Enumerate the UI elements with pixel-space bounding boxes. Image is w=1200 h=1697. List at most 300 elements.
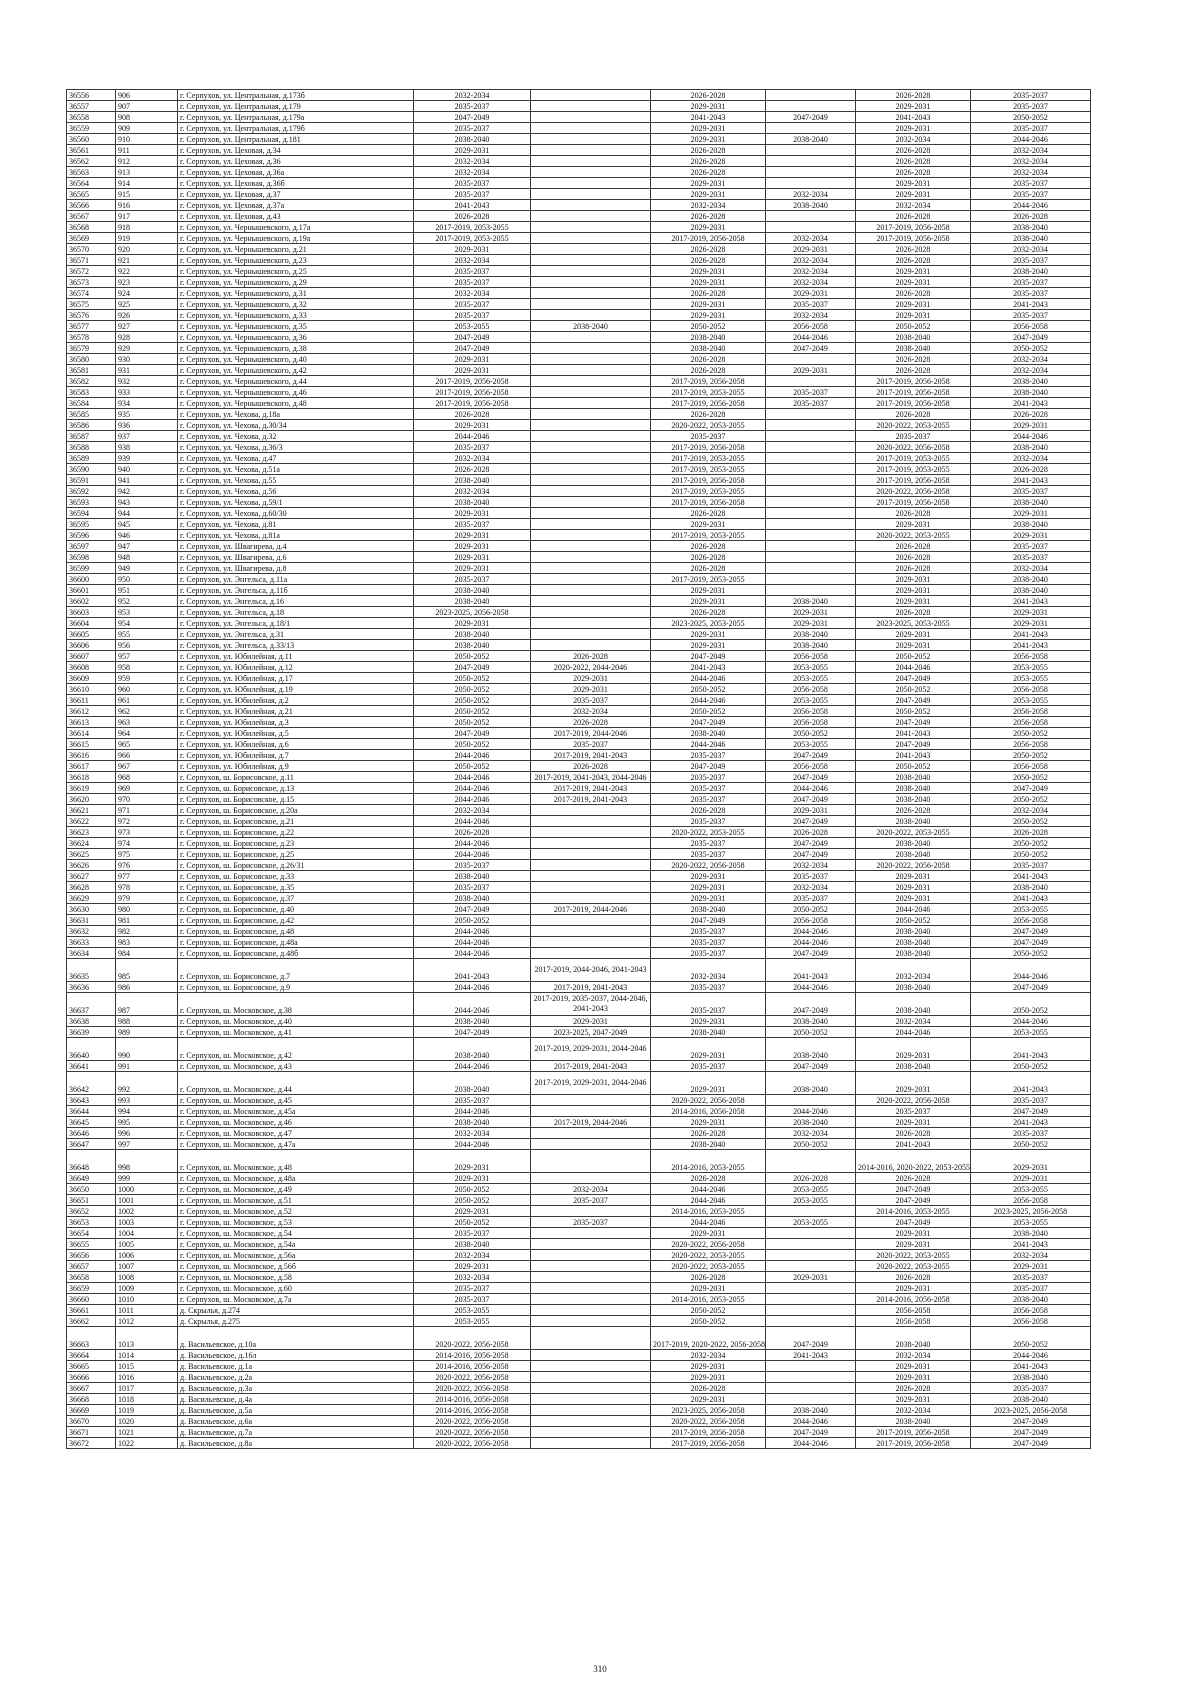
row-number-cell: 912 bbox=[116, 156, 178, 167]
row-number-cell: 953 bbox=[116, 607, 178, 618]
period-4-cell bbox=[766, 442, 856, 453]
period-1-cell: 2044-2046 bbox=[414, 1106, 531, 1117]
row-number-cell: 991 bbox=[116, 1061, 178, 1072]
period-6-cell: 2038-2040 bbox=[971, 497, 1091, 508]
period-5-cell: 2020-2022, 2053-2055 bbox=[856, 420, 971, 431]
period-5-cell: 2032-2034 bbox=[856, 134, 971, 145]
table-row bbox=[67, 464, 1091, 475]
period-5-cell: 2029-2031 bbox=[856, 640, 971, 651]
period-1-cell: 2050-2052 bbox=[414, 651, 531, 662]
period-2-cell bbox=[531, 90, 651, 101]
period-5-cell: 2038-2040 bbox=[856, 772, 971, 783]
period-1-cell: 2029-2031 bbox=[414, 145, 531, 156]
row-id-cell: 36612 bbox=[67, 706, 116, 717]
period-2-cell bbox=[531, 607, 651, 618]
period-3-cell: 2050-2052 bbox=[651, 684, 766, 695]
period-5-cell: 2029-2031 bbox=[856, 101, 971, 112]
period-4-cell bbox=[766, 1228, 856, 1239]
period-2-cell: 2017-2019, 2041-2043 bbox=[531, 750, 651, 761]
period-5-cell: 2026-2028 bbox=[856, 508, 971, 519]
table-row bbox=[67, 222, 1091, 233]
period-3-cell: 2026-2028 bbox=[651, 145, 766, 156]
period-3-cell: 2029-2031 bbox=[651, 1361, 766, 1372]
period-2-cell: 2017-2019, 2041-2043, 2044-2046 bbox=[531, 772, 651, 783]
period-4-cell bbox=[766, 1316, 856, 1327]
row-id-cell: 36611 bbox=[67, 695, 116, 706]
period-6-cell: 2053-2055 bbox=[971, 695, 1091, 706]
row-number-cell: 955 bbox=[116, 629, 178, 640]
period-6-cell: 2026-2028 bbox=[971, 211, 1091, 222]
period-4-cell: 2047-2049 bbox=[766, 948, 856, 959]
row-id-cell: 36570 bbox=[67, 244, 116, 255]
period-4-cell bbox=[766, 453, 856, 464]
row-number-cell: 909 bbox=[116, 123, 178, 134]
period-6-cell: 2032-2034 bbox=[971, 1250, 1091, 1261]
period-2-cell bbox=[531, 167, 651, 178]
period-1-cell: 2020-2022, 2056-2058 bbox=[414, 1383, 531, 1394]
period-3-cell: 2017-2019, 2053-2055 bbox=[651, 486, 766, 497]
row-number-cell: 956 bbox=[116, 640, 178, 651]
address-cell: г. Серпухов, ш. Московское, д.45 bbox=[178, 1095, 414, 1106]
period-1-cell: 2029-2031 bbox=[414, 618, 531, 629]
period-2-cell: 2026-2028 bbox=[531, 651, 651, 662]
period-4-cell bbox=[766, 420, 856, 431]
address-cell: г. Серпухов, ш. Борисовское, д.20а bbox=[178, 805, 414, 816]
table-row bbox=[67, 948, 1091, 959]
period-1-cell: 2023-2025, 2056-2058 bbox=[414, 607, 531, 618]
table-row bbox=[67, 398, 1091, 409]
period-3-cell: 2035-2037 bbox=[651, 750, 766, 761]
period-3-cell: 2050-2052 bbox=[651, 1316, 766, 1327]
table-row bbox=[67, 112, 1091, 123]
table-row bbox=[67, 1117, 1091, 1128]
period-6-cell: 2038-2040 bbox=[971, 882, 1091, 893]
period-6-cell: 2050-2052 bbox=[971, 838, 1091, 849]
period-3-cell: 2029-2031 bbox=[651, 1372, 766, 1383]
table-row bbox=[67, 1405, 1091, 1416]
table-row bbox=[67, 442, 1091, 453]
period-4-cell: 2038-2040 bbox=[766, 1117, 856, 1128]
period-6-cell: 2032-2034 bbox=[971, 244, 1091, 255]
period-1-cell: 2017-2019, 2056-2058 bbox=[414, 387, 531, 398]
row-id-cell: 36614 bbox=[67, 728, 116, 739]
row-number-cell: 968 bbox=[116, 772, 178, 783]
period-5-cell: 2026-2028 bbox=[856, 365, 971, 376]
period-1-cell: 2035-2037 bbox=[414, 882, 531, 893]
period-6-cell: 2029-2031 bbox=[971, 607, 1091, 618]
table-row bbox=[67, 937, 1091, 948]
period-3-cell: 2017-2019, 2056-2058 bbox=[651, 497, 766, 508]
row-number-cell: 984 bbox=[116, 948, 178, 959]
period-4-cell: 2050-2052 bbox=[766, 1027, 856, 1038]
period-2-cell bbox=[531, 387, 651, 398]
period-6-cell: 2044-2046 bbox=[971, 1016, 1091, 1027]
row-id-cell: 36616 bbox=[67, 750, 116, 761]
row-id-cell: 36620 bbox=[67, 794, 116, 805]
row-id-cell: 36596 bbox=[67, 530, 116, 541]
period-5-cell: 2026-2028 bbox=[856, 145, 971, 156]
period-6-cell: 2050-2052 bbox=[971, 816, 1091, 827]
period-5-cell: 2029-2031 bbox=[856, 178, 971, 189]
period-2-cell bbox=[531, 365, 651, 376]
row-number-cell: 985 bbox=[116, 959, 178, 982]
row-id-cell: 36672 bbox=[67, 1438, 116, 1449]
period-3-cell: 2047-2049 bbox=[651, 915, 766, 926]
period-5-cell: 2017-2019, 2056-2058 bbox=[856, 387, 971, 398]
period-5-cell: 2050-2052 bbox=[856, 761, 971, 772]
table-row bbox=[67, 684, 1091, 695]
row-id-cell: 36668 bbox=[67, 1394, 116, 1405]
period-1-cell: 2035-2037 bbox=[414, 442, 531, 453]
period-5-cell: 2026-2028 bbox=[856, 167, 971, 178]
period-1-cell: 2032-2034 bbox=[414, 156, 531, 167]
row-id-cell: 36605 bbox=[67, 629, 116, 640]
period-2-cell bbox=[531, 222, 651, 233]
row-number-cell: 995 bbox=[116, 1117, 178, 1128]
period-5-cell: 2026-2028 bbox=[856, 354, 971, 365]
period-5-cell: 2047-2049 bbox=[856, 673, 971, 684]
period-2-cell: 2017-2019, 2041-2043 bbox=[531, 1061, 651, 1072]
period-5-cell: 2029-2031 bbox=[856, 299, 971, 310]
period-2-cell bbox=[531, 849, 651, 860]
period-6-cell: 2041-2043 bbox=[971, 1361, 1091, 1372]
address-cell: г. Серпухов, ул. Цеховая, д.36 bbox=[178, 156, 414, 167]
row-id-cell: 36597 bbox=[67, 541, 116, 552]
period-4-cell: 2032-2034 bbox=[766, 189, 856, 200]
table-row bbox=[67, 1383, 1091, 1394]
table-row bbox=[67, 750, 1091, 761]
table-row bbox=[67, 101, 1091, 112]
table-row bbox=[67, 1128, 1091, 1139]
row-number-cell: 950 bbox=[116, 574, 178, 585]
row-number-cell: 1020 bbox=[116, 1416, 178, 1427]
row-id-cell: 36584 bbox=[67, 398, 116, 409]
period-3-cell: 2035-2037 bbox=[651, 838, 766, 849]
period-4-cell bbox=[766, 508, 856, 519]
period-3-cell: 2026-2028 bbox=[651, 1272, 766, 1283]
period-4-cell: 2032-2034 bbox=[766, 255, 856, 266]
period-5-cell: 2020-2022, 2053-2055 bbox=[856, 1261, 971, 1272]
period-1-cell: 2029-2031 bbox=[414, 1173, 531, 1184]
period-1-cell: 2038-2040 bbox=[414, 497, 531, 508]
period-4-cell: 2056-2058 bbox=[766, 321, 856, 332]
period-1-cell: 2017-2019, 2056-2058 bbox=[414, 398, 531, 409]
period-6-cell: 2035-2037 bbox=[971, 541, 1091, 552]
period-6-cell: 2041-2043 bbox=[971, 398, 1091, 409]
period-4-cell: 2038-2040 bbox=[766, 1072, 856, 1095]
row-id-cell: 36637 bbox=[67, 993, 116, 1016]
period-4-cell bbox=[766, 563, 856, 574]
period-4-cell: 2044-2046 bbox=[766, 783, 856, 794]
period-6-cell: 2047-2049 bbox=[971, 1427, 1091, 1438]
period-2-cell: 2017-2019, 2044-2046 bbox=[531, 1117, 651, 1128]
address-cell: д. Скрылья, д.274 bbox=[178, 1305, 414, 1316]
period-5-cell: 2017-2019, 2056-2058 bbox=[856, 1427, 971, 1438]
period-4-cell bbox=[766, 211, 856, 222]
period-5-cell: 2038-2040 bbox=[856, 1416, 971, 1427]
row-id-cell: 36558 bbox=[67, 112, 116, 123]
period-1-cell: 2029-2031 bbox=[414, 244, 531, 255]
period-6-cell: 2047-2049 bbox=[971, 982, 1091, 993]
address-cell: г. Серпухов, ш. Московское, д.42 bbox=[178, 1038, 414, 1061]
period-1-cell: 2035-2037 bbox=[414, 299, 531, 310]
period-3-cell: 2020-2022, 2053-2055 bbox=[651, 827, 766, 838]
address-cell: г. Серпухов, ш. Московское, д.47а bbox=[178, 1139, 414, 1150]
period-2-cell bbox=[531, 640, 651, 651]
row-id-cell: 36634 bbox=[67, 948, 116, 959]
period-1-cell: 2029-2031 bbox=[414, 365, 531, 376]
period-3-cell: 2035-2037 bbox=[651, 783, 766, 794]
row-id-cell: 36577 bbox=[67, 321, 116, 332]
period-1-cell: 2032-2034 bbox=[414, 167, 531, 178]
period-1-cell: 2035-2037 bbox=[414, 178, 531, 189]
period-4-cell bbox=[766, 222, 856, 233]
row-id-cell: 36661 bbox=[67, 1305, 116, 1316]
period-1-cell: 2035-2037 bbox=[414, 123, 531, 134]
row-id-cell: 36645 bbox=[67, 1117, 116, 1128]
period-1-cell: 2044-2046 bbox=[414, 794, 531, 805]
period-2-cell bbox=[531, 574, 651, 585]
period-2-cell bbox=[531, 398, 651, 409]
row-number-cell: 987 bbox=[116, 993, 178, 1016]
address-cell: г. Серпухов, ш. Борисовское, д.33 bbox=[178, 871, 414, 882]
table-row bbox=[67, 189, 1091, 200]
period-6-cell: 2056-2058 bbox=[971, 1195, 1091, 1206]
period-4-cell bbox=[766, 585, 856, 596]
period-3-cell: 2026-2028 bbox=[651, 90, 766, 101]
period-2-cell bbox=[531, 827, 651, 838]
period-5-cell: 2050-2052 bbox=[856, 684, 971, 695]
row-id-cell: 36580 bbox=[67, 354, 116, 365]
row-number-cell: 966 bbox=[116, 750, 178, 761]
row-number-cell: 1014 bbox=[116, 1350, 178, 1361]
period-1-cell: 2038-2040 bbox=[414, 629, 531, 640]
row-id-cell: 36639 bbox=[67, 1027, 116, 1038]
period-2-cell bbox=[531, 145, 651, 156]
period-1-cell: 2032-2034 bbox=[414, 255, 531, 266]
period-3-cell: 2026-2028 bbox=[651, 607, 766, 618]
period-6-cell: 2050-2052 bbox=[971, 849, 1091, 860]
row-id-cell: 36662 bbox=[67, 1316, 116, 1327]
period-1-cell: 2044-2046 bbox=[414, 838, 531, 849]
period-5-cell: 2032-2034 bbox=[856, 200, 971, 211]
period-5-cell: 2029-2031 bbox=[856, 277, 971, 288]
period-3-cell: 2026-2028 bbox=[651, 1173, 766, 1184]
row-id-cell: 36556 bbox=[67, 90, 116, 101]
period-1-cell: 2035-2037 bbox=[414, 310, 531, 321]
table-row bbox=[67, 783, 1091, 794]
period-4-cell: 2053-2055 bbox=[766, 739, 856, 750]
period-3-cell: 2026-2028 bbox=[651, 167, 766, 178]
period-3-cell: 2017-2019, 2056-2058 bbox=[651, 233, 766, 244]
period-4-cell: 2038-2040 bbox=[766, 200, 856, 211]
table-row bbox=[67, 310, 1091, 321]
period-6-cell: 2026-2028 bbox=[971, 464, 1091, 475]
period-3-cell: 2047-2049 bbox=[651, 717, 766, 728]
period-1-cell: 2035-2037 bbox=[414, 1228, 531, 1239]
address-cell: г. Серпухов, ул. Чернышевского, д.40 bbox=[178, 354, 414, 365]
period-5-cell: 2026-2028 bbox=[856, 1128, 971, 1139]
period-6-cell: 2044-2046 bbox=[971, 134, 1091, 145]
period-6-cell: 2038-2040 bbox=[971, 1372, 1091, 1383]
period-6-cell: 2035-2037 bbox=[971, 288, 1091, 299]
period-5-cell: 2020-2022, 2053-2055 bbox=[856, 827, 971, 838]
period-3-cell: 2029-2031 bbox=[651, 585, 766, 596]
period-5-cell: 2029-2031 bbox=[856, 1239, 971, 1250]
period-5-cell: 2017-2019, 2056-2058 bbox=[856, 497, 971, 508]
period-1-cell: 2047-2049 bbox=[414, 1027, 531, 1038]
address-cell: г. Серпухов, ш. Борисовское, д.35 bbox=[178, 882, 414, 893]
row-id-cell: 36610 bbox=[67, 684, 116, 695]
row-id-cell: 36599 bbox=[67, 563, 116, 574]
period-6-cell: 2035-2037 bbox=[971, 90, 1091, 101]
row-number-cell: 1001 bbox=[116, 1195, 178, 1206]
period-1-cell: 2050-2052 bbox=[414, 695, 531, 706]
row-id-cell: 36573 bbox=[67, 277, 116, 288]
period-1-cell: 2044-2046 bbox=[414, 750, 531, 761]
period-4-cell: 2029-2031 bbox=[766, 607, 856, 618]
table-row bbox=[67, 607, 1091, 618]
period-1-cell: 2053-2055 bbox=[414, 321, 531, 332]
period-4-cell: 2053-2055 bbox=[766, 673, 856, 684]
period-1-cell: 2041-2043 bbox=[414, 959, 531, 982]
period-4-cell: 2047-2049 bbox=[766, 343, 856, 354]
period-1-cell: 2050-2052 bbox=[414, 1195, 531, 1206]
period-3-cell: 2020-2022, 2053-2055 bbox=[651, 1250, 766, 1261]
period-3-cell: 2020-2022, 2056-2058 bbox=[651, 1095, 766, 1106]
row-id-cell: 36586 bbox=[67, 420, 116, 431]
period-5-cell: 2038-2040 bbox=[856, 1061, 971, 1072]
period-3-cell: 2014-2016, 2053-2055 bbox=[651, 1150, 766, 1173]
period-3-cell: 2020-2022, 2056-2058 bbox=[651, 1239, 766, 1250]
row-id-cell: 36642 bbox=[67, 1072, 116, 1095]
address-cell: г. Серпухов, ул. Энгельса, д.18/1 bbox=[178, 618, 414, 629]
address-cell: г. Серпухов, ул. Чернышевского, д.23 bbox=[178, 255, 414, 266]
row-number-cell: 960 bbox=[116, 684, 178, 695]
table-row bbox=[67, 717, 1091, 728]
period-2-cell bbox=[531, 244, 651, 255]
period-5-cell: 2047-2049 bbox=[856, 739, 971, 750]
row-id-cell: 36561 bbox=[67, 145, 116, 156]
address-cell: г. Серпухов, ш. Борисовское, д.26/31 bbox=[178, 860, 414, 871]
period-2-cell bbox=[531, 1150, 651, 1173]
period-2-cell bbox=[531, 112, 651, 123]
row-id-cell: 36646 bbox=[67, 1128, 116, 1139]
row-id-cell: 36635 bbox=[67, 959, 116, 982]
table-row bbox=[67, 530, 1091, 541]
table-row bbox=[67, 805, 1091, 816]
table-row bbox=[67, 871, 1091, 882]
period-1-cell: 2038-2040 bbox=[414, 1239, 531, 1250]
period-2-cell: 2017-2019, 2044-2046, 2041-2043 bbox=[531, 959, 651, 982]
row-id-cell: 36625 bbox=[67, 849, 116, 860]
period-4-cell bbox=[766, 409, 856, 420]
period-3-cell: 2035-2037 bbox=[651, 937, 766, 948]
period-5-cell: 2029-2031 bbox=[856, 189, 971, 200]
table-row bbox=[67, 299, 1091, 310]
table-row bbox=[67, 827, 1091, 838]
period-4-cell: 2041-2043 bbox=[766, 1350, 856, 1361]
table-row bbox=[67, 145, 1091, 156]
period-6-cell: 2047-2049 bbox=[971, 1416, 1091, 1427]
period-5-cell: 2047-2049 bbox=[856, 1195, 971, 1206]
period-2-cell bbox=[531, 915, 651, 926]
period-6-cell: 2050-2052 bbox=[971, 112, 1091, 123]
address-cell: г. Серпухов, ул. Юбилейная, д.11 bbox=[178, 651, 414, 662]
period-3-cell: 2035-2037 bbox=[651, 982, 766, 993]
period-3-cell: 2038-2040 bbox=[651, 332, 766, 343]
period-6-cell: 2041-2043 bbox=[971, 1072, 1091, 1095]
row-number-cell: 996 bbox=[116, 1128, 178, 1139]
period-3-cell: 2041-2043 bbox=[651, 112, 766, 123]
row-number-cell: 1003 bbox=[116, 1217, 178, 1228]
period-5-cell: 2029-2031 bbox=[856, 519, 971, 530]
row-number-cell: 948 bbox=[116, 552, 178, 563]
row-number-cell: 942 bbox=[116, 486, 178, 497]
period-5-cell: 2029-2031 bbox=[856, 596, 971, 607]
period-1-cell: 2032-2034 bbox=[414, 1250, 531, 1261]
address-cell: г. Серпухов, ул. Центральная, д.179а bbox=[178, 112, 414, 123]
period-6-cell: 2038-2040 bbox=[971, 519, 1091, 530]
table-row bbox=[67, 134, 1091, 145]
period-2-cell: 2032-2034 bbox=[531, 706, 651, 717]
period-4-cell bbox=[766, 101, 856, 112]
table-row bbox=[67, 277, 1091, 288]
row-id-cell: 36618 bbox=[67, 772, 116, 783]
address-cell: г. Серпухов, ш. Московское, д.46 bbox=[178, 1117, 414, 1128]
period-5-cell: 2056-2058 bbox=[856, 1305, 971, 1316]
period-3-cell: 2017-2019, 2056-2058 bbox=[651, 398, 766, 409]
period-2-cell bbox=[531, 563, 651, 574]
period-2-cell bbox=[531, 1405, 651, 1416]
period-4-cell: 2032-2034 bbox=[766, 1128, 856, 1139]
row-number-cell: 976 bbox=[116, 860, 178, 871]
period-5-cell: 2026-2028 bbox=[856, 607, 971, 618]
period-3-cell: 2020-2022, 2056-2058 bbox=[651, 1416, 766, 1427]
row-id-cell: 36633 bbox=[67, 937, 116, 948]
period-1-cell: 2029-2031 bbox=[414, 541, 531, 552]
period-2-cell bbox=[531, 1283, 651, 1294]
period-1-cell: 2038-2040 bbox=[414, 475, 531, 486]
period-5-cell: 2035-2037 bbox=[856, 1106, 971, 1117]
period-2-cell bbox=[531, 530, 651, 541]
period-4-cell: 2029-2031 bbox=[766, 1272, 856, 1283]
period-3-cell: 2044-2046 bbox=[651, 1184, 766, 1195]
table-row bbox=[67, 178, 1091, 189]
period-5-cell: 2026-2028 bbox=[856, 552, 971, 563]
address-cell: г. Серпухов, ш. Московское, д.51 bbox=[178, 1195, 414, 1206]
row-number-cell: 941 bbox=[116, 475, 178, 486]
period-1-cell: 2044-2046 bbox=[414, 982, 531, 993]
period-1-cell: 2050-2052 bbox=[414, 673, 531, 684]
period-4-cell bbox=[766, 574, 856, 585]
address-cell: г. Серпухов, ул. Юбилейная, д.3 bbox=[178, 717, 414, 728]
period-6-cell: 2032-2034 bbox=[971, 145, 1091, 156]
period-5-cell: 2038-2040 bbox=[856, 794, 971, 805]
period-5-cell: 2044-2046 bbox=[856, 904, 971, 915]
address-cell: г. Серпухов, ш. Московское, д.58 bbox=[178, 1272, 414, 1283]
period-6-cell: 2044-2046 bbox=[971, 1350, 1091, 1361]
table-row bbox=[67, 1305, 1091, 1316]
period-3-cell: 2017-2019, 2053-2055 bbox=[651, 387, 766, 398]
period-6-cell: 2029-2031 bbox=[971, 530, 1091, 541]
period-3-cell: 2029-2031 bbox=[651, 101, 766, 112]
period-1-cell: 2017-2019, 2056-2058 bbox=[414, 376, 531, 387]
period-1-cell: 2044-2046 bbox=[414, 948, 531, 959]
period-6-cell: 2038-2040 bbox=[971, 442, 1091, 453]
period-2-cell bbox=[531, 816, 651, 827]
period-6-cell: 2050-2052 bbox=[971, 728, 1091, 739]
